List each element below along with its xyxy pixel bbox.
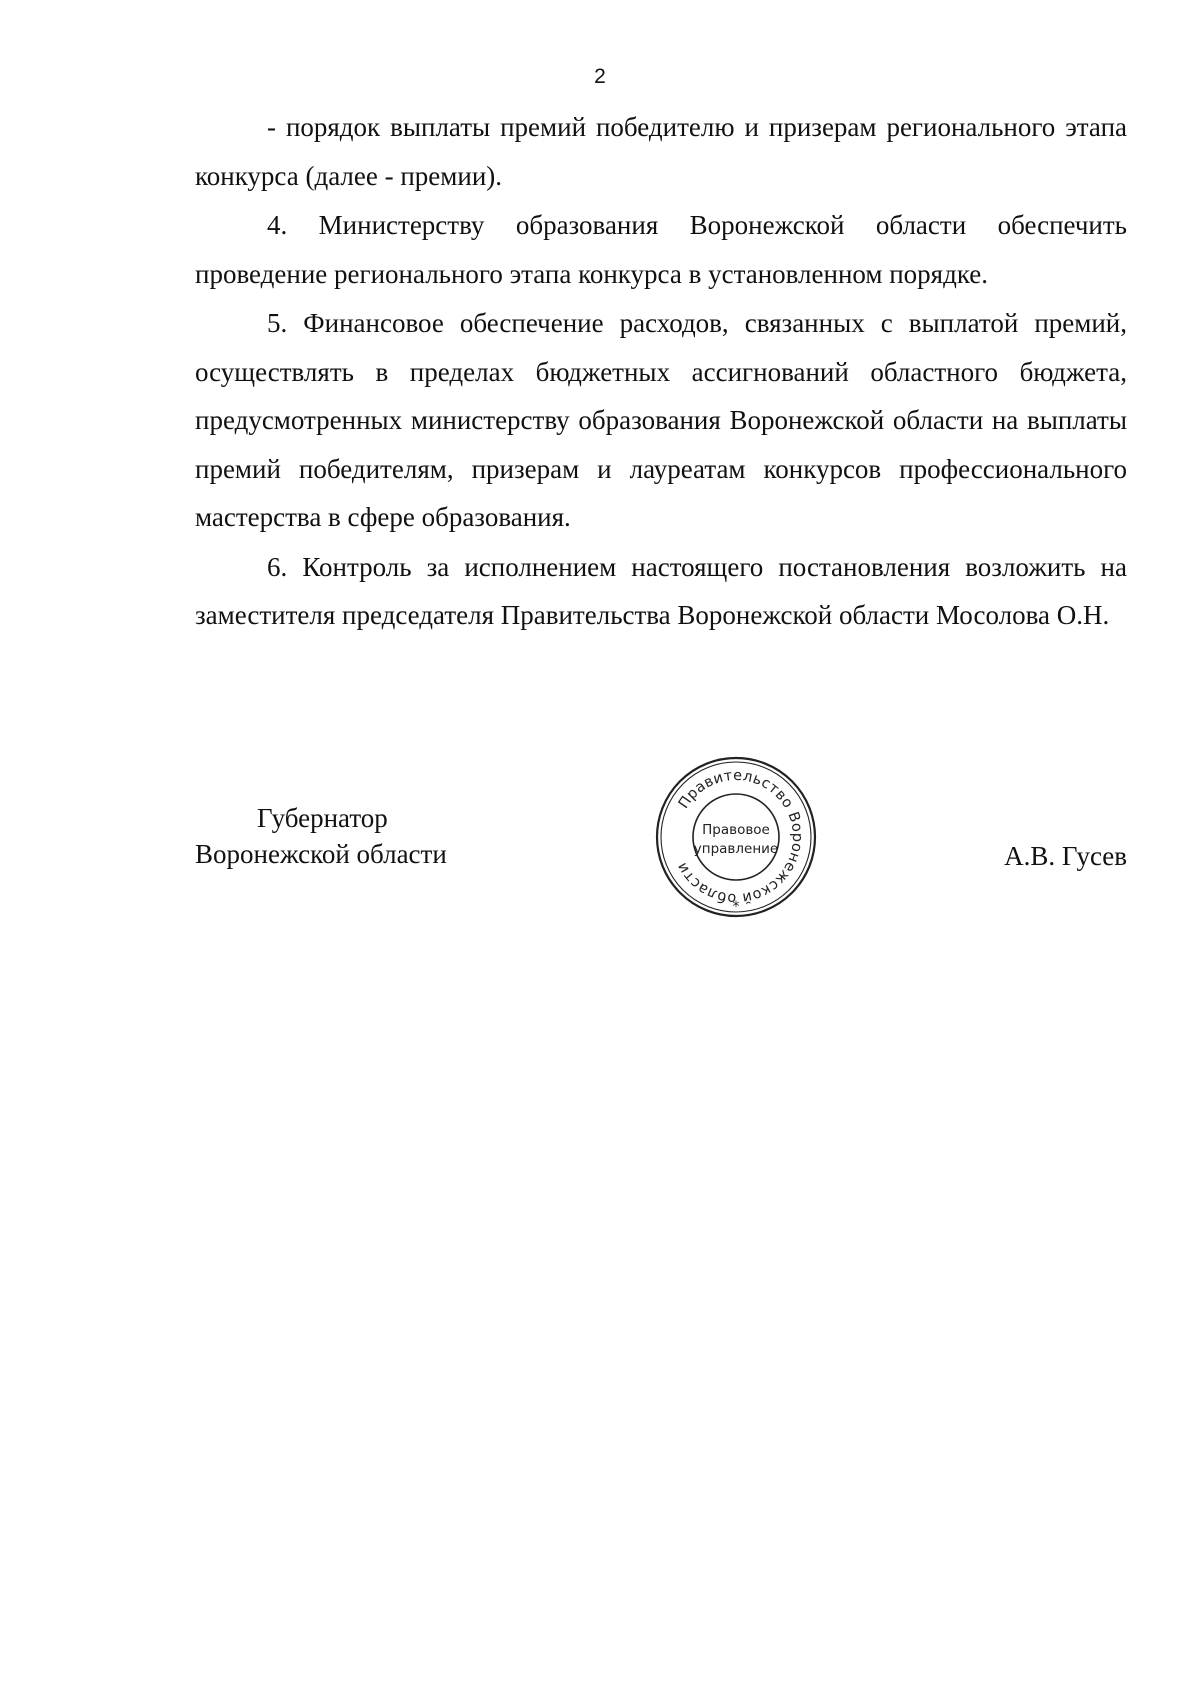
signatory-title: Губернатор (257, 803, 388, 833)
page-number: 2 (594, 65, 606, 88)
signatory-position (195, 800, 447, 872)
signatory-region: Воронежской области (195, 839, 447, 869)
seal-inner-line1: Правовое (702, 822, 770, 838)
seal-outer-text: Правительство Воронежской области (673, 767, 806, 907)
paragraph-5-financing: 5. Финансовое обеспечение расходов, связанных с выплатой премий, осуществлять в пределах бюджетных ассигнований областного бюджета, предусмотренных министерству образования Воронежской области на выплаты премий победителям, призерам и лауреатам конкурсов профессионального мастерства в сфере образования. (195, 308, 1127, 532)
signatory-name: А.В. Гусев (1004, 841, 1127, 871)
seal-inner-line2: управление (693, 841, 779, 857)
paragraph-award-procedure: - порядок выплаты премий победителю и призерам регионального этапа конкурса (далее - премии). (195, 112, 1127, 191)
paragraph-6-control: 6. Контроль за исполнением настоящего постановления возложить на заместителя председателя Правительства Воронежской области Мосолова О.Н. (195, 551, 1127, 630)
document-body (195, 103, 1127, 640)
seal-star: * (732, 899, 740, 915)
paragraph-4-ministry: 4. Министерству образования Воронежской области обеспечить проведение регионального этапа конкурса в установленном порядке. (195, 210, 1127, 289)
official-seal (654, 755, 818, 919)
